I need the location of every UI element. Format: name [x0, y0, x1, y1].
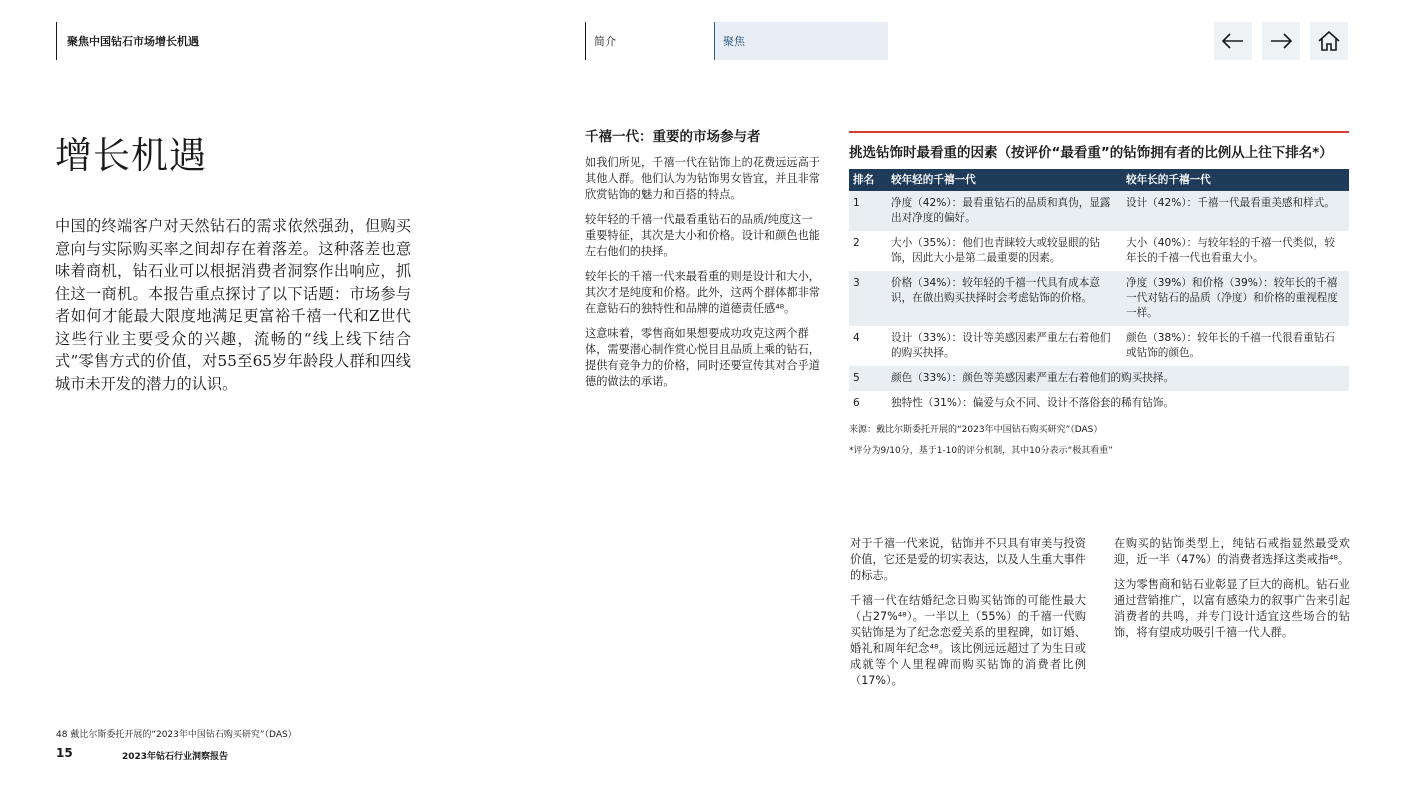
- paragraph: 这为零售商和钻石业彰显了巨大的商机。钻石业通过营销推广，以富有感染力的叙事广告来引起消费者的共鸣，并专门设计适宜这些场合的钻饰，将有望成功吸引千禧一代人群。: [1114, 578, 1350, 639]
- table-note: *评分为9/10分，基于1-10的评分机制，其中10分表示“极其看重”: [849, 446, 1113, 456]
- table-row: [849, 366, 1349, 391]
- bottom-column-right: [1114, 536, 1350, 650]
- paragraph: 较年轻的千禧一代最看重钻石的品质/纯度这一重要特征，其次是大小和价格。设计和颜色也能左右他们的抉择。: [585, 213, 820, 258]
- older-cell: 设计（42%）：千禧一代最看重美感和样式。: [1122, 191, 1349, 231]
- bottom-column-left: [850, 536, 1086, 698]
- table-source: 来源：戴比尔斯委托开展的“2023年中国钻石购买研究”（DAS）: [849, 425, 1103, 435]
- tab-focus[interactable]: 聚焦: [714, 22, 888, 60]
- table-header-row: [849, 169, 1349, 191]
- paragraph: 较年长的千禧一代来最看重的则是设计和大小，其次才是纯度和价格。此外，这两个群体都非常在意钻石的独特性和品牌的道德责任感⁴⁸。: [585, 270, 820, 315]
- younger-cell: 独特性（31%）：偏爱与众不同、设计不落俗套的稀有钻饰。: [891, 397, 1175, 409]
- younger-cell: 价格（34%）：较年轻的千禧一代具有成本意识，在做出购买抉择时会考虑钻饰的价格。: [887, 271, 1122, 326]
- younger-cell: 大小（35%）：他们也青睐较大或较显眼的钻饰，因此大小是第二最重要的因素。: [891, 237, 1100, 264]
- table-row: [849, 326, 1349, 366]
- back-button[interactable]: [1214, 22, 1252, 60]
- home-button[interactable]: [1310, 22, 1348, 60]
- paragraph: 在购买的钻饰类型上，纯钻石戒指显然最受欢迎，近一半（47%）的消费者选择这类戒指⁴⁸。: [1114, 537, 1350, 566]
- paragraph: 千禧一代在结婚纪念日购买钻饰的可能性最大（占27%⁴⁸）。一半以上（55%）的千禧一代购买钻饰是为了纪念恋爱关系的里程碑，如订婚、婚礼和周年纪念⁴⁸。该比例远远超过了为生日或成就等个人里程碑而购买钻饰的消费者比例（17%）。: [850, 594, 1086, 687]
- page-title: 增长机遇: [55, 134, 207, 177]
- nav-buttons: [1214, 22, 1348, 60]
- ranking-table: [849, 169, 1349, 416]
- header-tabs: [585, 22, 888, 60]
- rank-cell: 5: [849, 366, 887, 391]
- rank-cell: 1: [849, 191, 887, 231]
- older-cell: 颜色（38%）：较年长的千禧一代很看重钻石或钻饰的颜色。: [1126, 332, 1335, 359]
- table-row: [849, 231, 1349, 271]
- home-icon: [1318, 31, 1340, 51]
- older-cell: 净度（39%）和价格（39%）：较年长的千禧一代对钻石的品质（净度）和价格的重视程度一样。: [1122, 271, 1349, 326]
- tab-intro[interactable]: 简介: [585, 22, 714, 60]
- intro-paragraph: 中国的终端客户对天然钻石的需求依然强劲，但购买意向与实际购买率之间却存在着落差。这种落差也意味着商机，钻石业可以根据消费者洞察作出响应，抓住这一商机。本报告重点探讨了以下话题：市场参与者如何才能最大限度地满足更富裕千禧一代和Z世代这些行业主要受众的兴趣，流畅的“线上线下结合式”零售方式的价值，对55至65岁年龄段人群和四线城市未开发的潜力的认识。: [55, 217, 411, 393]
- paragraph: 对于千禧一代来说，钻饰并不只具有审美与投资价值，它还是爱的切实表达，以及人生重大事件的标志。: [850, 537, 1086, 582]
- arrow-right-icon: [1270, 33, 1292, 49]
- older-cell: 大小（40%）：与较年轻的千禧一代类似，较年长的千禧一代也看重大小。: [1126, 237, 1335, 264]
- ranking-table-block: [849, 131, 1349, 458]
- page-number: 15: [56, 746, 73, 760]
- header-younger: 较年轻的千禧一代: [887, 169, 1122, 191]
- rank-cell: 6: [853, 397, 860, 409]
- arrow-left-icon: [1222, 33, 1244, 49]
- header-rank: 排名: [849, 169, 887, 191]
- footnote: 48 戴比尔斯委托开展的“2023年中国钻石购买研究”（DAS）: [56, 730, 297, 740]
- paragraph: 如我们所见，千禧一代在钻饰上的花费远远高于其他人群。他们认为为钻饰男女皆宜，并且非常欣赏钻饰的魅力和百搭的特点。: [585, 156, 820, 201]
- header-older: 较年长的千禧一代: [1122, 169, 1349, 191]
- younger-cell: 颜色（33%）：颜色等美感因素严重左右着他们的购买抉择。: [887, 366, 1349, 391]
- table-row: [849, 391, 1349, 416]
- younger-cell: 净度（42%）：最看重钻石的品质和真伪，显露出对净度的偏好。: [887, 191, 1122, 231]
- rank-cell: 2: [853, 237, 860, 249]
- younger-cell: 设计（33%）：设计等美感因素严重左右着他们的购买抉择。: [891, 332, 1111, 359]
- table-row: [849, 191, 1349, 231]
- rank-cell: 3: [849, 271, 887, 326]
- forward-button[interactable]: [1262, 22, 1300, 60]
- section-title: 聚焦中国钻石市场增长机遇: [56, 22, 199, 60]
- paragraph: 这意味着，零售商如果想要成功攻克这两个群体，需要潜心制作赏心悦目且品质上乘的钻石，提供有竞争力的价格，同时还要宣传其对合乎道德的做法的承诺。: [585, 327, 820, 388]
- rank-cell: 4: [853, 332, 860, 344]
- section-heading: 千禧一代：重要的市场参与者: [585, 129, 761, 145]
- table-title: 挑选钻饰时最看重的因素（按评价“最看重”的钻饰拥有者的比例从上往下排名*）: [849, 145, 1333, 161]
- report-name: 2023年钻石行业洞察报告: [122, 752, 229, 762]
- table-row: [849, 271, 1349, 326]
- millennials-section: [585, 128, 823, 399]
